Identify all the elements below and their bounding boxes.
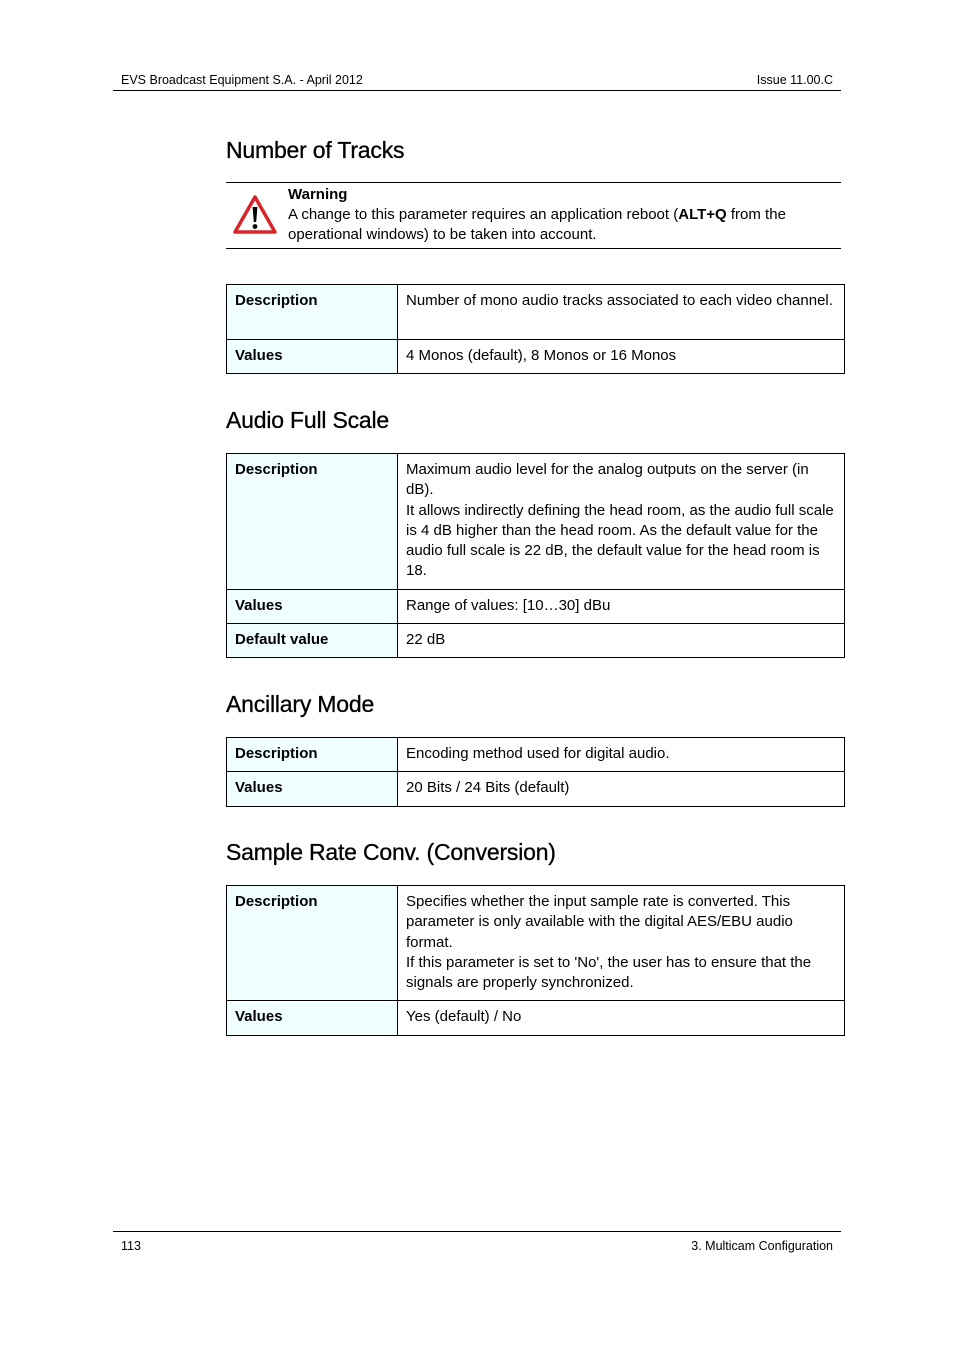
table-row [227, 624, 845, 658]
page-number: 113 [121, 1239, 141, 1253]
row-value: Encoding method used for digital audio. [398, 738, 845, 772]
row-key: Description [227, 285, 398, 340]
warning-text [288, 185, 828, 245]
section-title-number-of-tracks: Number of Tracks [226, 137, 405, 163]
row-key: Default value [227, 624, 398, 658]
table-row [227, 1001, 845, 1035]
row-key: Values [227, 1001, 398, 1035]
table-row [227, 454, 845, 590]
row-key: Values [227, 340, 398, 374]
row-value: 20 Bits / 24 Bits (default) [398, 772, 845, 806]
warning-title: Warning [288, 186, 348, 203]
header-right: Issue 11.00.C [756, 73, 833, 87]
warning-box [226, 182, 841, 249]
row-value: Number of mono audio tracks associated to each video channel. [398, 285, 845, 340]
row-value: Range of values: [10…30] dBu [398, 589, 845, 623]
table-audio-full-scale [226, 453, 845, 658]
warning-message [288, 205, 828, 245]
table-row [227, 738, 845, 772]
chapter-name: 3. Multicam Configuration [691, 1239, 833, 1253]
row-value-line: It allows indirectly defining the head room, as the audio full scale is 4 dB higher than the head room. As the default value for the audio full scale is 22 dB, the default value for the head room is 18. [406, 501, 834, 580]
page-header [113, 62, 841, 91]
table-row [227, 772, 845, 806]
warning-shortcut: ALT+Q [678, 206, 727, 223]
table-number-of-tracks [226, 284, 845, 374]
row-value [398, 886, 845, 1001]
row-key: Description [227, 738, 398, 772]
warning-text-before: A change to this parameter requires an application reboot ( [288, 206, 679, 223]
row-value: Yes (default) / No [398, 1001, 845, 1035]
warning-triangle-icon [233, 195, 277, 235]
table-sample-rate-conv [226, 885, 845, 1036]
section-title-sample-rate-conv: Sample Rate Conv. (Conversion) [226, 839, 556, 865]
row-value [398, 454, 845, 590]
warning-text-after: from the operational windows) to be taken into account. [288, 206, 786, 243]
row-value: 4 Monos (default), 8 Monos or 16 Monos [398, 340, 845, 374]
table-row [227, 589, 845, 623]
table-row [227, 340, 845, 374]
row-key: Values [227, 589, 398, 623]
row-value-line: Specifies whether the input sample rate is converted. This parameter is only available with the digital AES/EBU audio format. [406, 893, 793, 951]
row-key: Description [227, 886, 398, 1001]
section-title-ancillary-mode: Ancillary Mode [226, 691, 375, 717]
table-row [227, 886, 845, 1001]
section-title-audio-full-scale: Audio Full Scale [226, 407, 389, 433]
table-row [227, 285, 845, 340]
row-value: 22 dB [398, 624, 845, 658]
page-footer [113, 1231, 841, 1255]
row-key: Values [227, 772, 398, 806]
row-value-line: Maximum audio level for the analog outputs on the server (in dB). [406, 461, 809, 499]
table-ancillary-mode [226, 737, 845, 807]
row-value-line: If this parameter is set to 'No', the user has to ensure that the signals are properly synchronized. [406, 953, 812, 992]
header-left: EVS Broadcast Equipment S.A. - April 2012 [121, 73, 363, 87]
row-key: Description [227, 454, 398, 590]
